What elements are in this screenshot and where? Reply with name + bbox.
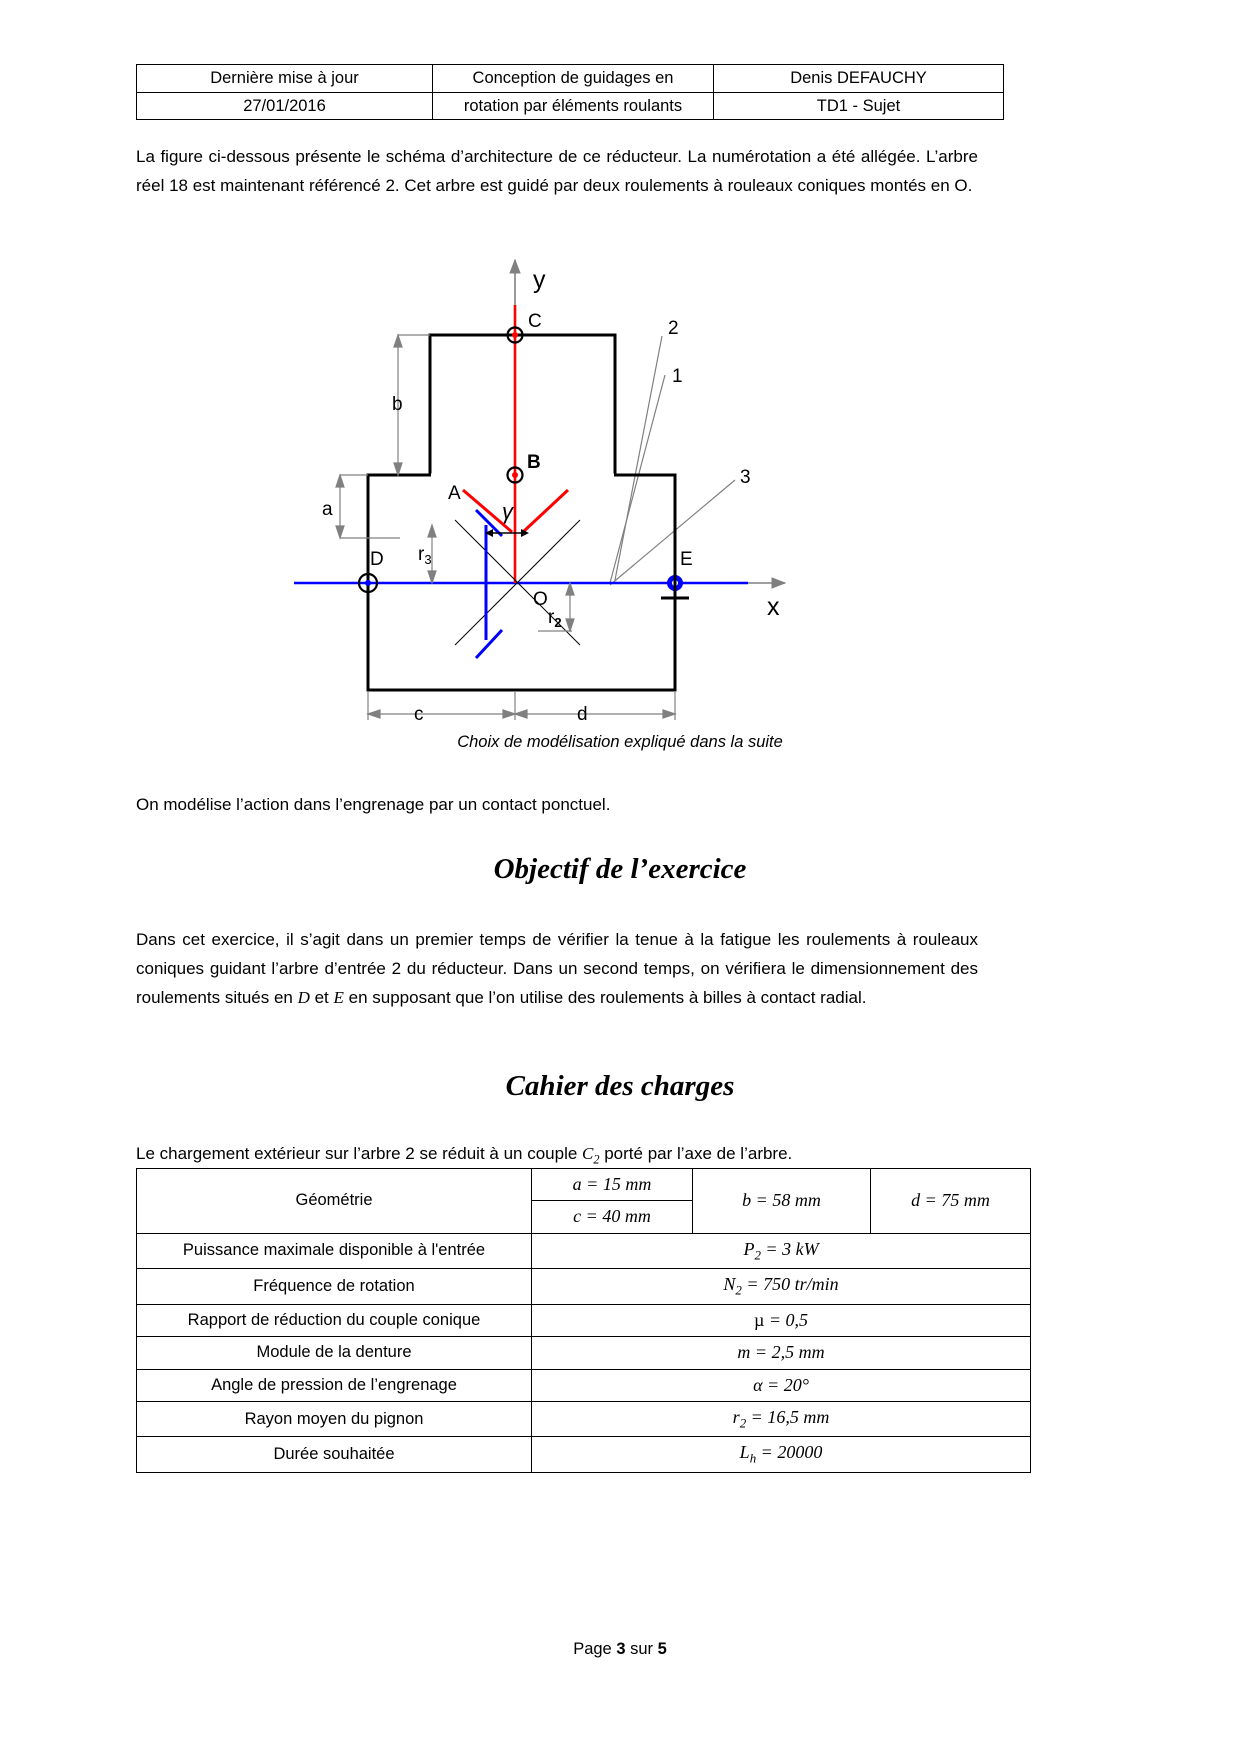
table-row xyxy=(137,1169,1031,1201)
objective-text-b: et xyxy=(309,988,334,1008)
architecture-figure xyxy=(280,240,960,730)
heading-cahier-des-charges: Cahier des charges xyxy=(505,1070,735,1102)
label-axis-x: x xyxy=(767,593,780,621)
header-cell-update-date: 27/01/2016 xyxy=(137,92,433,120)
table-row xyxy=(137,1269,1031,1304)
spec-value-b: b = 58 mm xyxy=(693,1169,871,1234)
label-axis-y: y xyxy=(533,266,546,294)
objective-text-c: en supposant que l’on utilise des roulements à billes à contact radial. xyxy=(343,988,867,1008)
spec-value-module: m = 2,5 mm xyxy=(532,1337,1031,1369)
spec-value-c: c = 40 mm xyxy=(532,1201,693,1233)
angle-gamma-arrows xyxy=(485,529,529,537)
header-cell-update-label: Dernière mise à jour xyxy=(137,65,433,93)
objective-text-a: Dans cet exercice, il s’agit dans un premier temps de vérifier la tenue à la fatigue les roulements à rouleaux coniques guidant l’arbre d’entrée 2 du réducteur. Dans un second temps, on vérifiera le dimensionnement des roulements situés en xyxy=(136,930,978,1008)
modelling-paragraph: On modélise l’action dans l’engrenage par un contact ponctuel. xyxy=(136,795,611,814)
label-angle-gamma: γ xyxy=(502,499,513,524)
objective-paragraph xyxy=(136,925,978,1013)
page-footer xyxy=(0,1640,1240,1659)
table-row xyxy=(137,65,1004,93)
header-cell-doc-ref: TD1 - Sujet xyxy=(714,92,1004,120)
spec-value-a: a = 15 mm xyxy=(532,1169,693,1201)
table-row xyxy=(137,1437,1031,1472)
label-dim-d: d xyxy=(577,704,588,725)
table-row xyxy=(137,92,1004,120)
label-part-1: 1 xyxy=(672,366,683,387)
shaft-axis-y xyxy=(510,260,520,583)
document-header-table xyxy=(136,64,1004,120)
footer-prefix: Page xyxy=(573,1640,617,1658)
objective-point-d: D xyxy=(297,988,310,1008)
spec-value-pinion-radius: $r_2 = 16,5$ mm xyxy=(532,1402,1031,1437)
objective-point-e: E xyxy=(333,988,344,1008)
label-part-3: 3 xyxy=(740,467,751,488)
table-row xyxy=(137,1304,1031,1336)
spec-label-module: Module de la denture xyxy=(137,1337,532,1369)
label-dim-c: c xyxy=(414,704,424,725)
loading-paragraph xyxy=(136,1139,978,1170)
label-point-O: O xyxy=(533,589,548,610)
table-row xyxy=(137,1233,1031,1268)
spec-label-lifetime: Durée souhaitée xyxy=(137,1437,532,1472)
table-row xyxy=(137,1402,1031,1437)
spec-label-pinion-radius: Rayon moyen du pignon xyxy=(137,1402,532,1437)
spec-label-reduction: Rapport de réduction du couple conique xyxy=(137,1304,532,1336)
label-part-2: 2 xyxy=(668,318,679,339)
spec-value-speed: $N_2 = 750$ tr/min xyxy=(532,1269,1031,1304)
loading-text-a: Le chargement extérieur sur l’arbre 2 se réduit à un couple xyxy=(136,1144,583,1163)
spec-value-pressure-angle: α = 20° xyxy=(532,1369,1031,1401)
figure-caption: Choix de modélisation expliqué dans la suite xyxy=(457,733,783,751)
header-cell-title-line1: Conception de guidages en xyxy=(433,65,714,93)
footer-middle: sur xyxy=(625,1640,658,1658)
spec-value-power: $P_2 = 3$ kW xyxy=(532,1233,1031,1268)
heading-objectif: Objectif de l’exercice xyxy=(493,853,747,885)
label-point-E: E xyxy=(680,549,693,570)
label-point-C: C xyxy=(528,311,542,332)
footer-page-number: 3 xyxy=(616,1640,626,1658)
spec-label-pressure-angle: Angle de pression de l’engrenage xyxy=(137,1369,532,1401)
spec-value-lifetime: $L_h = 20000$ xyxy=(532,1437,1031,1472)
spec-label-speed: Fréquence de rotation xyxy=(137,1269,532,1304)
spec-value-reduction: µ = 0,5 xyxy=(532,1304,1031,1336)
loading-text-b: porté par l’axe de l’arbre. xyxy=(599,1144,793,1163)
label-dim-b: b xyxy=(392,394,403,415)
label-radius-r2: $r_2$ xyxy=(548,607,562,630)
label-radius-r3: $r_3$ xyxy=(418,544,432,567)
header-cell-author: Denis DEFAUCHY xyxy=(714,65,1004,93)
footer-total-pages: 5 xyxy=(657,1640,667,1658)
couple-symbol: C xyxy=(582,1144,594,1163)
table-row xyxy=(137,1369,1031,1401)
label-dim-a: a xyxy=(322,499,333,520)
spec-table xyxy=(136,1168,1031,1473)
label-point-B: B xyxy=(527,452,541,473)
label-point-D: D xyxy=(370,549,384,570)
spec-label-power: Puissance maximale disponible à l'entrée xyxy=(137,1233,532,1268)
table-row xyxy=(137,1337,1031,1369)
label-point-A: A xyxy=(448,483,461,504)
intro-paragraph: La figure ci-dessous présente le schéma d’architecture de ce réducteur. La numérotation a été allégée. L’arbre réel 18 est maintenant référencé 2. Cet arbre est guidé par deux roulements à rouleaux coniques montés en O. xyxy=(136,147,978,196)
header-cell-title-line2: rotation par éléments roulants xyxy=(433,92,714,120)
spec-value-d: d = 75 mm xyxy=(871,1169,1031,1234)
couple-subscript: 2 xyxy=(593,1152,600,1167)
spec-label-geometry: Géométrie xyxy=(137,1169,532,1234)
